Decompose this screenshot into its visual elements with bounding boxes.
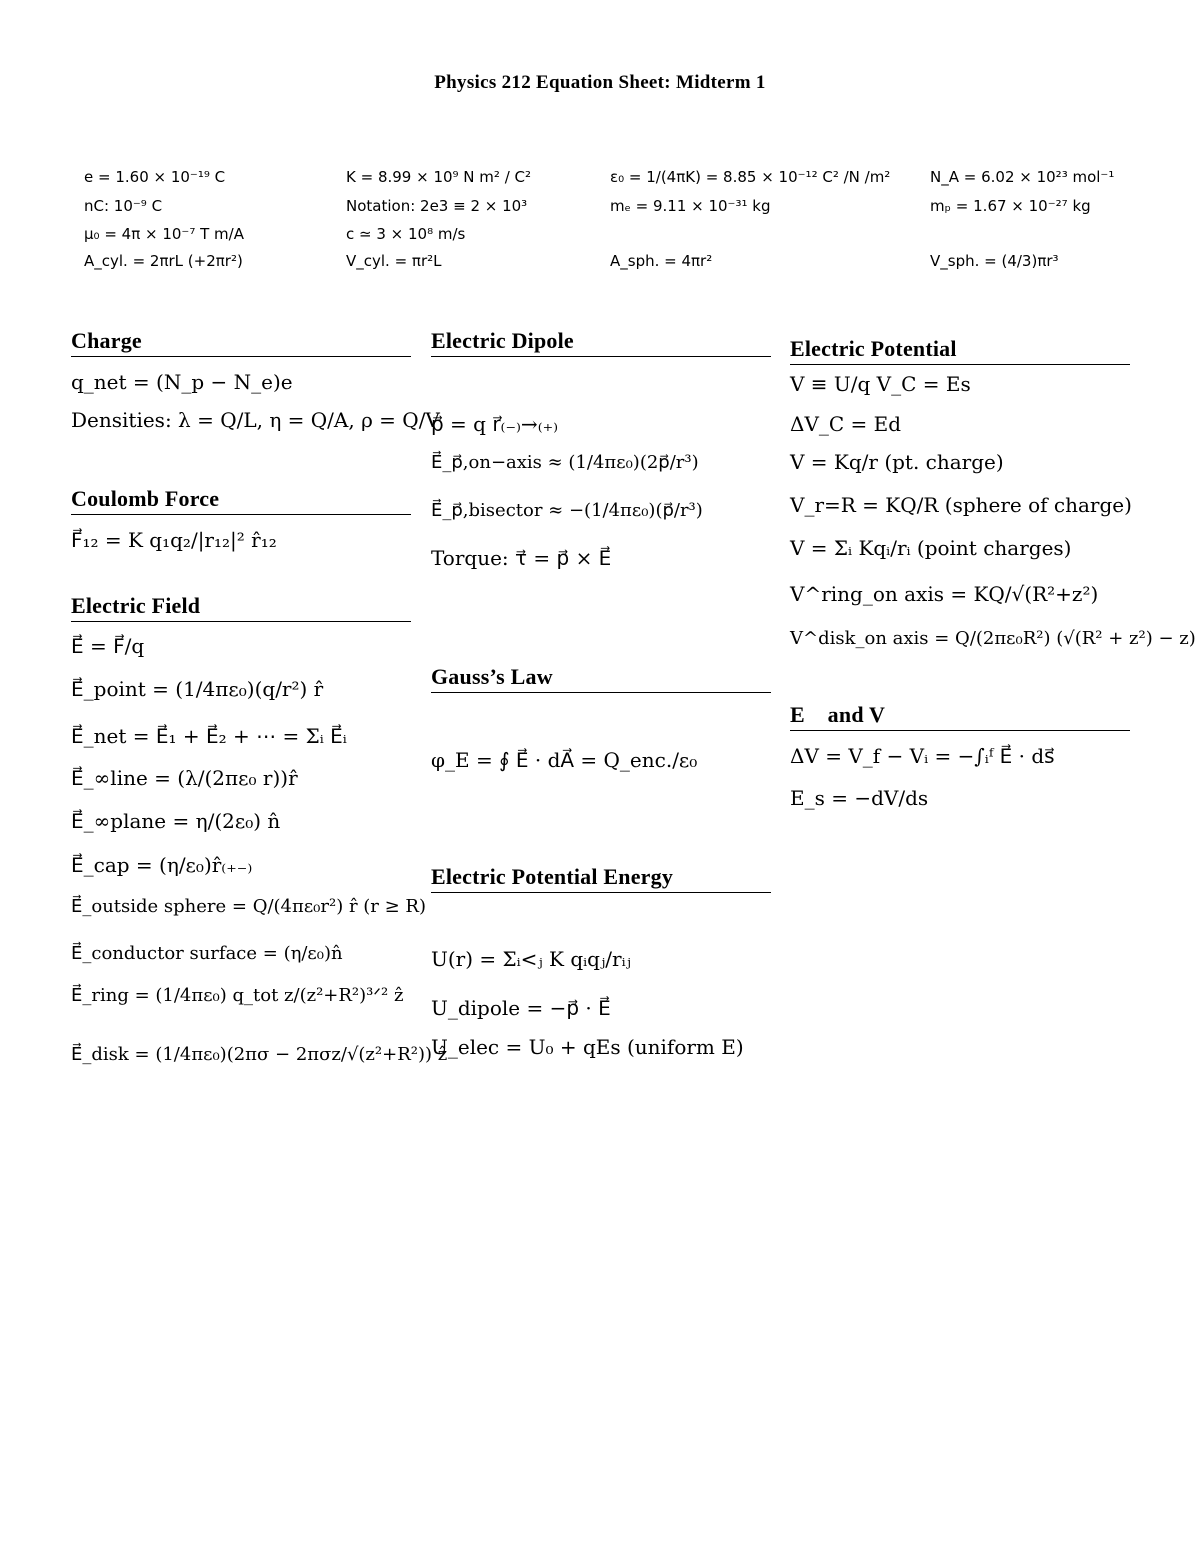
section-electric-field: [71, 593, 411, 622]
formula-sphere-area: A_sph. = 4πr²: [610, 252, 713, 270]
constant-speed-of-light: c ≃ 3 × 10⁸ m/s: [346, 225, 466, 243]
section-charge: [71, 328, 411, 357]
eq-dipole-torque: Torque: τ⃗ = p⃗ × E⃗: [431, 546, 612, 570]
section-potential-title: Electric Potential: [790, 336, 1130, 365]
eq-densities: Densities: λ = Q/L, η = Q/A, ρ = Q/V: [71, 408, 440, 432]
section-potential-energy: [431, 864, 771, 893]
eq-net-charge: q_net = (N_p − N_e)e: [71, 370, 293, 394]
eq-field-definition: E⃗ = F⃗/q: [71, 634, 145, 658]
constant-coulomb: K = 8.99 × 10⁹ N m² / C²: [346, 168, 532, 186]
eq-potential-point-charges: V = Σᵢ Kqᵢ/rᵢ (point charges): [790, 536, 1072, 560]
eq-energy-uniform: U_elec = U₀ + qEs (uniform E): [431, 1035, 744, 1059]
eq-potential-disk: V^disk_on axis = Q/(2πε₀R²) (√(R² + z²) − z): [790, 628, 1196, 649]
eq-dipole-bisector: E⃗_p⃗,bisector ≈ −(1/4πε₀)(p⃗/r³): [431, 500, 703, 521]
section-charge-title: Charge: [71, 328, 411, 357]
page-title: Physics 212 Equation Sheet: Midterm 1: [434, 72, 766, 93]
constant-nanocoulomb: nC: 10⁻⁹ C: [84, 197, 163, 215]
formula-sphere-volume: V_sph. = (4/3)πr³: [930, 252, 1059, 270]
section-coulomb-force: [71, 486, 411, 515]
section-ev-title: E⃗ and V: [790, 702, 1130, 731]
constant-proton-mass: mₚ = 1.67 × 10⁻²⁷ kg: [930, 197, 1091, 215]
section-electric-potential: [790, 336, 1130, 365]
eq-potential-point: V = Kq/r (pt. charge): [790, 450, 1004, 474]
constant-epsilon0: ε₀ = 1/(4πK) = 8.85 × 10⁻¹² C² /N /m²: [610, 168, 891, 186]
formula-cylinder-volume: V_cyl. = πr²L: [346, 252, 442, 270]
eq-field-from-potential: E_s = −dV/ds: [790, 786, 929, 810]
eq-field-net: E⃗_net = E⃗₁ + E⃗₂ + ⋯ = Σᵢ E⃗ᵢ: [71, 724, 347, 748]
section-electric-dipole: [431, 328, 771, 357]
constant-electron-mass: mₑ = 9.11 × 10⁻³¹ kg: [610, 197, 771, 215]
eq-field-disk: E⃗_disk = (1/4πε₀)(2πσ − 2πσz/√(z²+R²)) ẑ: [71, 1044, 448, 1065]
eq-potential-ring: V^ring_on axis = KQ/√(R²+z²): [790, 582, 1099, 606]
eq-energy-sum: U(r) = Σᵢ<ⱼ K qᵢqⱼ/rᵢⱼ: [431, 947, 631, 971]
eq-potential-definition: V ≡ U/q V_C = Es: [790, 372, 971, 396]
eq-dipole-on-axis: E⃗_p⃗,on−axis ≈ (1/4πε₀)(2p⃗/r³): [431, 452, 699, 473]
eq-coulomb-force: F⃗₁₂ = K q₁q₂/|r₁₂|² r̂₁₂: [71, 528, 277, 552]
constant-avogadro: N_A = 6.02 × 10²³ mol⁻¹: [930, 168, 1115, 186]
eq-field-outside-sphere: E⃗_outside sphere = Q/(4πε₀r²) r̂ (r ≥ R): [71, 896, 426, 917]
eq-field-conductor-surface: E⃗_conductor surface = (η/ε₀)n̂: [71, 943, 343, 964]
eq-field-point: E⃗_point = (1/4πε₀)(q/r²) r̂: [71, 677, 324, 701]
eq-energy-dipole: U_dipole = −p⃗ · E⃗: [431, 996, 611, 1020]
section-energy-title: Electric Potential Energy: [431, 864, 771, 893]
formula-cylinder-area: A_cyl. = 2πrL (+2πr²): [84, 252, 243, 270]
eq-gauss-law: φ_E = ∮ E⃗ · dA⃗ = Q_enc./ε₀: [431, 748, 698, 772]
eq-field-ring: E⃗_ring = (1/4πε₀) q_tot z/(z²+R²)³ᐟ² ẑ: [71, 985, 404, 1006]
section-coulomb-title: Coulomb Force: [71, 486, 411, 515]
constant-mu0: μ₀ = 4π × 10⁻⁷ T m/A: [84, 225, 244, 243]
section-dipole-title: Electric Dipole: [431, 328, 771, 357]
eq-field-capacitor: E⃗_cap = (η/ε₀)r̂₍₊₋₎: [71, 853, 253, 877]
eq-dipole-moment: p⃗ = q r⃗₍₋₎→₍₊₎: [431, 412, 559, 436]
eq-potential-sphere: V_r=R = KQ/R (sphere of charge): [790, 493, 1132, 517]
section-gauss-title: Gauss’s Law: [431, 664, 771, 693]
constant-notation: Notation: 2e3 ≡ 2 × 10³: [346, 197, 528, 215]
constant-elementary-charge: e = 1.60 × 10⁻¹⁹ C: [84, 168, 226, 186]
eq-potential-difference: ΔV = V_f − Vᵢ = −∫ᵢᶠ E⃗ · ds⃗: [790, 744, 1055, 768]
section-field-title: Electric Field: [71, 593, 411, 622]
eq-potential-capacitor: ΔV_C = Ed: [790, 412, 902, 436]
section-field-and-potential: [790, 702, 1130, 731]
eq-field-infinite-line: E⃗_∞line = (λ/(2πε₀ r))r̂: [71, 766, 298, 790]
section-gauss-law: [431, 664, 771, 693]
eq-field-infinite-plane: E⃗_∞plane = η/(2ε₀) n̂: [71, 809, 281, 833]
